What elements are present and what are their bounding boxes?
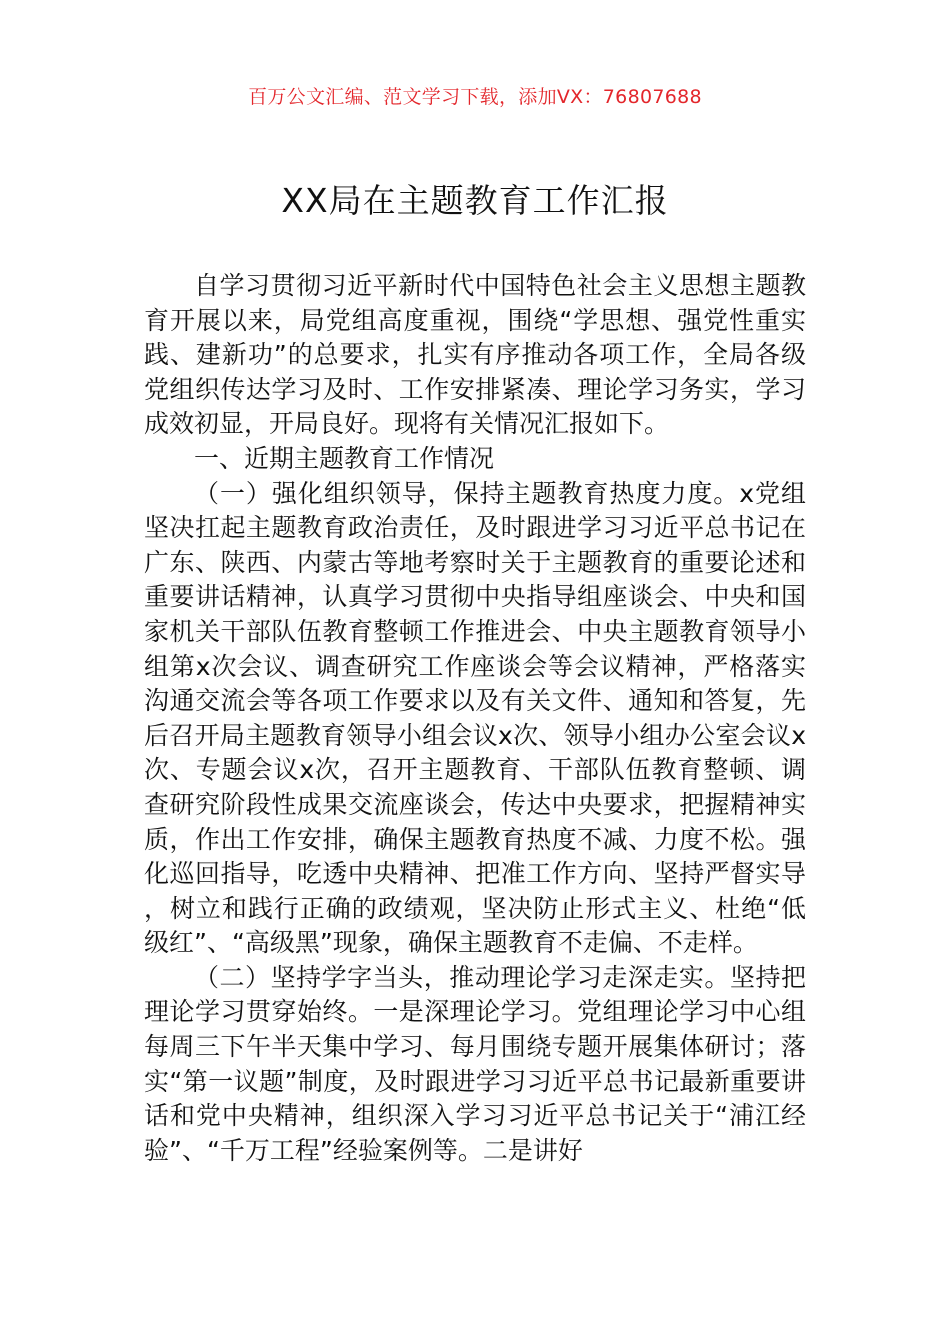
document-title: XX局在主题教育工作汇报 [281,181,669,220]
section-paragraph-1: （一）强化组织领导，保持主题教育热度力度。x党组坚决扛起主题教育政治责任，及时跟进学习习近平总书记在广东、陕西、内蒙古等地考察时关于主题教育的重要论述和重要讲话精神，认真学习贯彻中央指导组座谈会、中央和国家机关干部队伍教育整顿工作推进会、中央主题教育领导小组第x次会议、调查研究工作座谈会等会议精神，严格落实沟通交流会等各项工作要求以及有关文件、通知和答复，先后召开局主题教育领导小组会议x次、领导小组办公室会议x次、专题会议x次，召开主题教育、干部队伍教育整顿、调查研究阶段性成果交流座谈会，传达中央要求，把握精神实质，作出工作安排，确保主题教育热度不减、力度不松。强化巡回指导，吃透中央精神、把准工作方向、坚持严督实导，树立和践行正确的政绩观，坚决防止形式主义、杜绝“低级红”、“高级黑”现象，确保主题教育不走偏、不走样。 [144,478,806,958]
document-body [144,269,806,1168]
section-heading: 一、近期主题教育工作情况 [194,443,495,473]
watermark-contact: 百万公文汇编、范文学习下载，添加VX：76807688 [248,86,702,108]
section-paragraph-2: （二）坚持学字当头，推动理论学习走深走实。坚持把理论学习贯穿始终。一是深理论学习。党组理论学习中心组每周三下午半天集中学习、每月围绕专题开展集体研讨；落实“第一议题”制度，及时跟进学习习近平总书记最新重要讲话和党中央精神，组织深入学习习近平总书记关于“浦江经验”、“千万工程”经验案例等。二是讲好 [144,962,806,1165]
intro-paragraph: 自学习贯彻习近平新时代中国特色社会主义思想主题教育开展以来，局党组高度重视，围绕“学思想、强党性重实践、建新功”的总要求，扎实有序推动各项工作，全局各级党组织传达学习及时、工作安排紧凑、理论学习务实，学习成效初显，开局良好。现将有关情况汇报如下。 [144,271,806,439]
